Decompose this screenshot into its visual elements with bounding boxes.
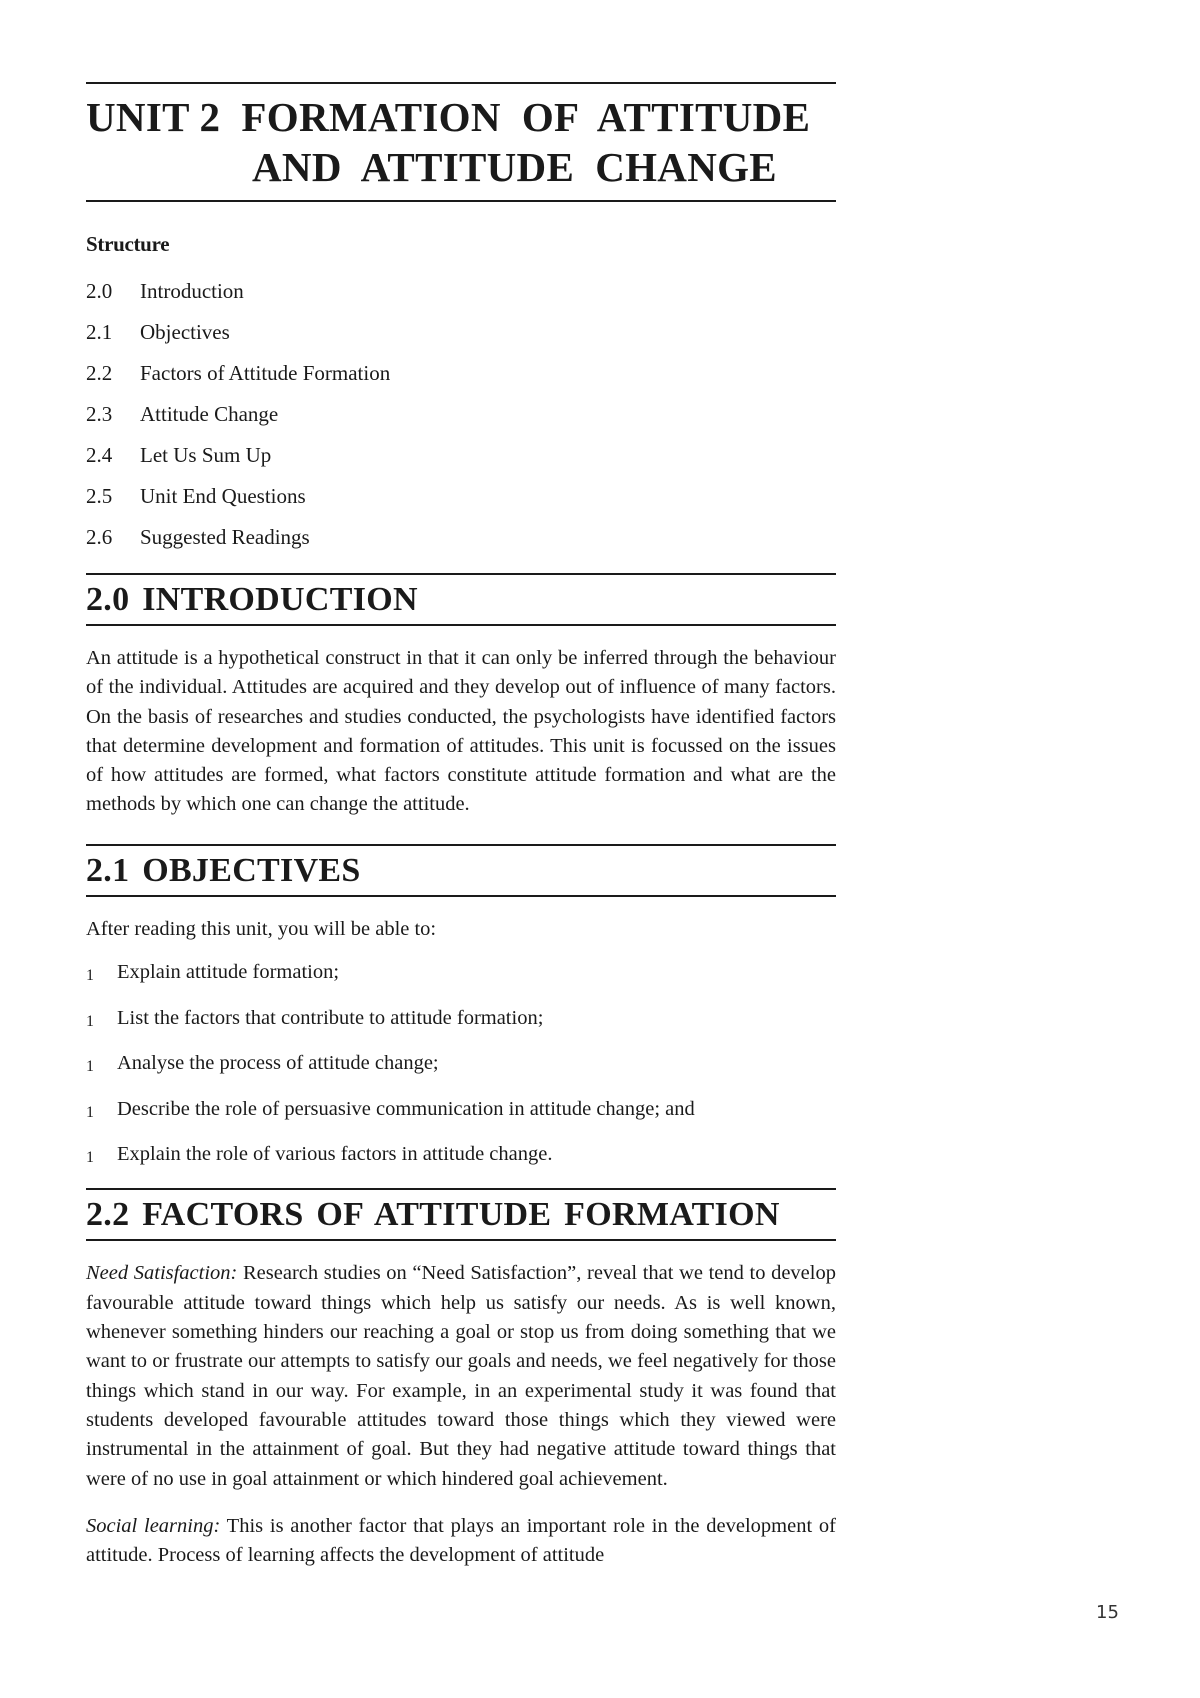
- structure-list: [86, 279, 836, 549]
- objective-item: [86, 1097, 836, 1125]
- section-rule: [86, 895, 836, 897]
- structure-item: [86, 320, 836, 344]
- objective-item: [86, 1051, 836, 1079]
- title-top-rule: [86, 82, 836, 84]
- structure-item-number: 2.1: [86, 320, 113, 344]
- need-satisfaction-text: Research studies on “Need Satisfaction”, reveal that we tend to develop favourable attitude toward things which help us satisfy our needs. As is well known, whenever something hinders our reaching a goal or stop us from doing something that we want to or frustrate our attempts to satisfy our goals and needs, we feel negatively for those things which stand in our way. For example, in an experimental study it was found that students developed favourable attitudes toward those things which they viewed were instrumental in the attainment of goal. But they had negative attitude toward things that were of no use in goal attainment or which hindered goal achievement.: [86, 1262, 836, 1490]
- social-learning-label: Social learning:: [86, 1514, 221, 1537]
- objective-text: Analyse the process of attitude change;: [117, 1052, 439, 1075]
- structure-label: Structure: [86, 232, 170, 256]
- structure-item-label: Objectives: [140, 320, 230, 344]
- objectives-list: [86, 960, 836, 1170]
- unit-title-line1: UNIT 2 FORMATION OF ATTITUDE: [86, 94, 811, 140]
- objective-text: Describe the role of persuasive communication in attitude change; and: [117, 1097, 695, 1120]
- introduction-paragraph: An attitude is a hypothetical construct in that it can only be inferred through the behaviour of the individual. Attitudes are acquired and they develop out of influence of many factors. On the basis of researches and studies conducted, the psychologists have identified factors that determine development and formation of attitudes. This unit is focussed on the issues of how attitudes are formed, what factors constitute attitude formation and what are the methods by which one can change the attitude.: [86, 647, 836, 816]
- objective-text: Explain the role of various factors in attitude change.: [117, 1143, 553, 1166]
- structure-item-number: 2.6: [86, 525, 113, 549]
- objectives-lead: After reading this unit, you will be able to:: [86, 917, 437, 940]
- objective-item: [86, 1142, 836, 1170]
- factors-heading-block: [86, 1188, 836, 1241]
- section-rule: [86, 1239, 836, 1241]
- structure-item-number: 2.0: [86, 279, 113, 303]
- structure-item-label: Attitude Change: [140, 402, 279, 426]
- section-rule: [86, 1188, 836, 1190]
- introduction-heading: 2.0 INTRODUCTION: [86, 581, 418, 618]
- bullet-mark: 1: [86, 1058, 94, 1076]
- social-learning-text: This is another factor that plays an important role in the development of attitude. Process of learning affects the development of attitude: [86, 1514, 836, 1567]
- bullet-mark: 1: [86, 1149, 94, 1167]
- section-rule: [86, 844, 836, 846]
- objectives-heading: 2.1 OBJECTIVES: [86, 851, 361, 889]
- section-rule: [86, 624, 836, 626]
- social-learning-paragraph: [86, 1512, 836, 1571]
- bullet-mark: 1: [86, 1012, 94, 1030]
- need-satisfaction-paragraph: [86, 1259, 836, 1493]
- structure-item: [86, 361, 836, 385]
- structure-item-label: Factors of Attitude Formation: [140, 361, 391, 385]
- unit-title-line2: AND ATTITUDE CHANGE: [252, 144, 777, 190]
- structure-item-number: 2.2: [86, 361, 113, 385]
- structure-item-number: 2.3: [86, 402, 113, 426]
- introduction-heading-block: [86, 573, 836, 626]
- structure-item: [86, 484, 836, 508]
- factors-heading: 2.2 FACTORS OF ATTITUDE FORMATION: [86, 1196, 780, 1234]
- structure-item-label: Introduction: [140, 279, 244, 303]
- structure-item: [86, 443, 836, 467]
- need-satisfaction-label: Need Satisfaction:: [86, 1262, 238, 1285]
- objective-item: [86, 960, 836, 988]
- page-content: [86, 82, 836, 1570]
- objective-text: List the factors that contribute to attitude formation;: [117, 1006, 544, 1029]
- structure-item-label: Suggested Readings: [140, 525, 310, 549]
- section-rule: [86, 573, 836, 575]
- structure-item: [86, 402, 836, 426]
- bullet-mark: 1: [86, 967, 94, 985]
- title-bottom-rule: [86, 200, 836, 202]
- structure-item-label: Let Us Sum Up: [140, 443, 272, 467]
- page-number: 15: [1096, 1602, 1119, 1623]
- unit-title: [86, 92, 836, 192]
- structure-item-number: 2.5: [86, 484, 113, 508]
- structure-item: [86, 525, 836, 549]
- structure-item-label: Unit End Questions: [140, 484, 306, 508]
- structure-item-number: 2.4: [86, 443, 113, 467]
- bullet-mark: 1: [86, 1103, 94, 1121]
- objective-text: Explain attitude formation;: [117, 961, 340, 984]
- objectives-heading-block: [86, 844, 836, 897]
- objective-item: [86, 1006, 836, 1034]
- structure-item: [86, 279, 836, 303]
